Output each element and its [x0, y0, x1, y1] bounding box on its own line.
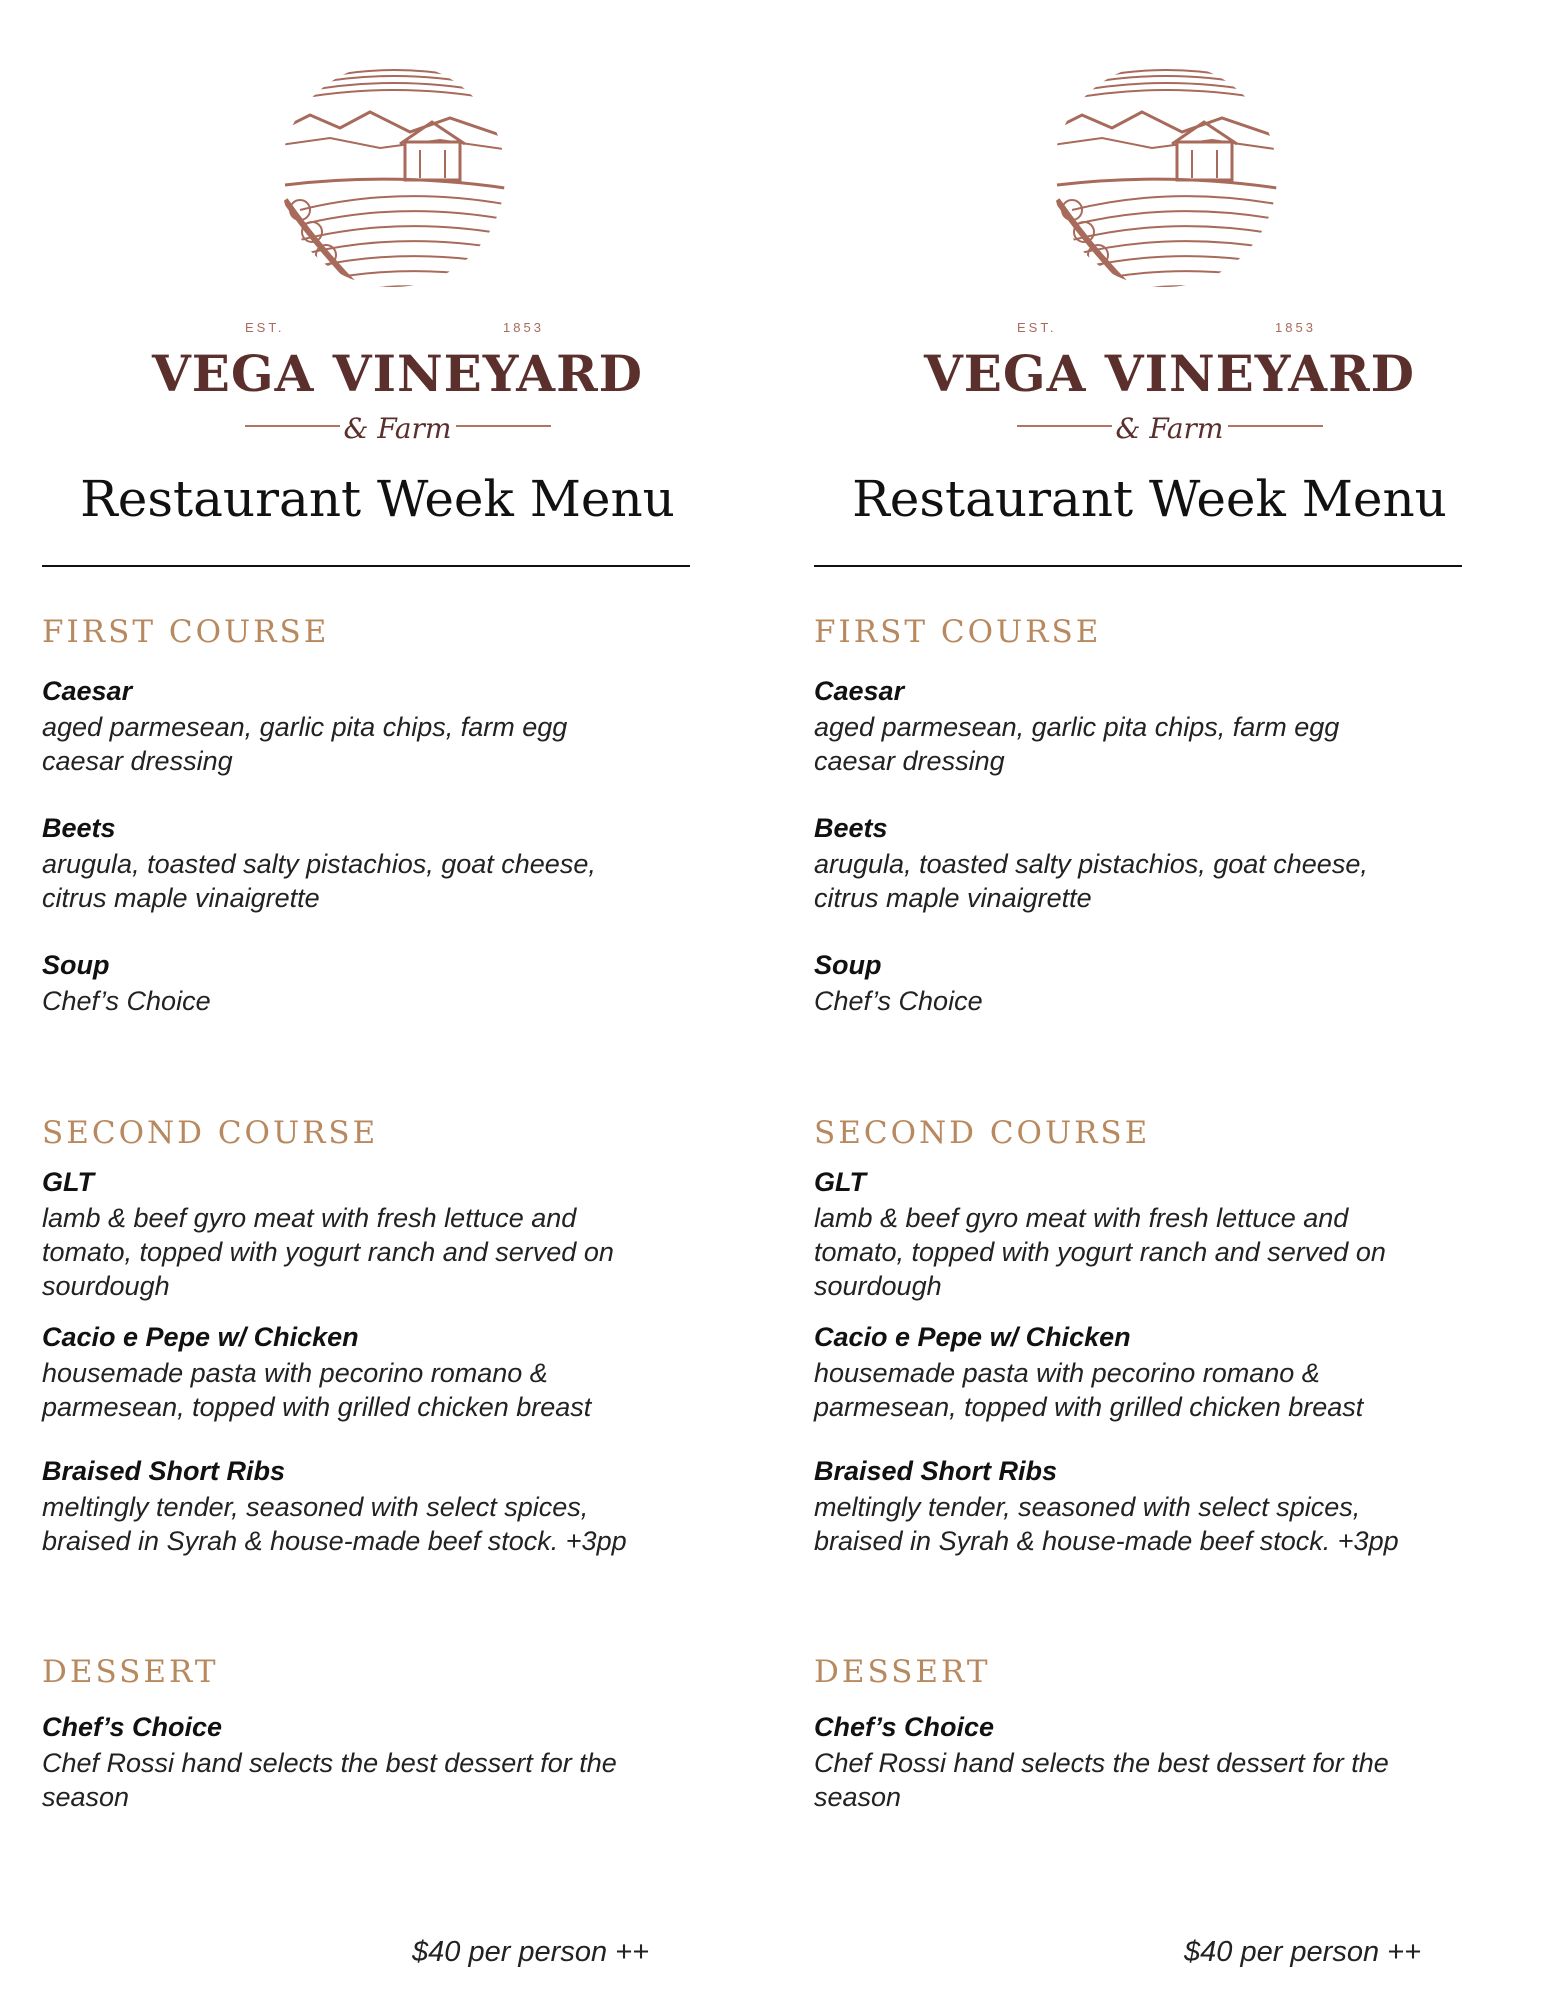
dish-description: arugula, toasted salty pistachios, goat cheese, citrus maple vinaigrette	[814, 849, 1368, 913]
vineyard-logo	[0, 60, 772, 445]
dish-name: Beets	[814, 813, 888, 843]
menu-card-left	[0, 0, 772, 2000]
dish-name: Chef’s Choice	[42, 1712, 223, 1742]
title-divider	[42, 565, 690, 567]
menu-card-right	[772, 0, 1545, 2000]
section-title-dessert: DESSERT	[42, 1654, 219, 1690]
dish-name: Beets	[42, 813, 116, 843]
brand-subtitle: & Farm	[343, 412, 452, 445]
dish-description: Chef’s Choice	[42, 986, 211, 1016]
dish-name: Soup	[42, 950, 110, 980]
section-title-second-course: SECOND COURSE	[42, 1115, 379, 1151]
section-title-first-course: FIRST COURSE	[42, 614, 330, 650]
menu-title: Restaurant Week Menu	[852, 470, 1447, 528]
dish-name: Caesar	[42, 676, 133, 706]
logo-divider-right	[1228, 425, 1323, 427]
dish-description: Chef’s Choice	[814, 986, 983, 1016]
dish-name: Cacio e Pepe w/ Chicken	[42, 1322, 359, 1352]
brand-name: VEGA VINEYARD	[151, 344, 643, 403]
dish-description: lamb & beef gyro meat with fresh lettuce and tomato, topped with yogurt ranch and served on sourdough	[814, 1203, 1386, 1301]
dish-description: Chef Rossi hand selects the best dessert for the season	[814, 1748, 1389, 1812]
dish-description: lamb & beef gyro meat with fresh lettuce and tomato, topped with yogurt ranch and served on sourdough	[42, 1203, 614, 1301]
dish-name: Soup	[814, 950, 882, 980]
dish-description: Chef Rossi hand selects the best dessert for the season	[42, 1748, 617, 1812]
brand-name: VEGA VINEYARD	[923, 344, 1415, 403]
dish-name: GLT	[42, 1167, 94, 1197]
dish-name: Cacio e Pepe w/ Chicken	[814, 1322, 1131, 1352]
section-title-dessert: DESSERT	[814, 1654, 991, 1690]
brand-subtitle: & Farm	[1115, 412, 1224, 445]
dish-description: aged parmesean, garlic pita chips, farm egg caesar dressing	[42, 712, 568, 776]
logo-est-year: 1853	[503, 320, 544, 335]
dish-name: GLT	[814, 1167, 866, 1197]
logo-est-label: EST.	[245, 320, 285, 335]
dish-description: housemade pasta with pecorino romano & parmesean, topped with grilled chicken breast	[814, 1358, 1364, 1422]
dish-name: Chef’s Choice	[814, 1712, 995, 1742]
dish-description: meltingly tender, seasoned with select spices, braised in Syrah & house-made beef stock. +3pp	[814, 1492, 1399, 1556]
logo-est-year: 1853	[1275, 320, 1316, 335]
section-title-second-course: SECOND COURSE	[814, 1115, 1151, 1151]
dish-description: aged parmesean, garlic pita chips, farm egg caesar dressing	[814, 712, 1340, 776]
logo-est-label: EST.	[1017, 320, 1057, 335]
title-divider	[814, 565, 1462, 567]
dish-name: Braised Short Ribs	[814, 1456, 1058, 1486]
section-title-first-course: FIRST COURSE	[814, 614, 1102, 650]
dish-description: meltingly tender, seasoned with select spices, braised in Syrah & house-made beef stock. +3pp	[42, 1492, 627, 1556]
menu-title: Restaurant Week Menu	[80, 470, 675, 528]
dish-name: Caesar	[814, 676, 905, 706]
vineyard-logo	[772, 60, 1544, 445]
price-per-person: $40 per person ++	[1184, 1936, 1422, 1968]
dish-description: arugula, toasted salty pistachios, goat cheese, citrus maple vinaigrette	[42, 849, 596, 913]
logo-divider-right	[456, 425, 551, 427]
price-per-person: $40 per person ++	[412, 1936, 650, 1968]
dish-name: Braised Short Ribs	[42, 1456, 286, 1486]
dish-description: housemade pasta with pecorino romano & parmesean, topped with grilled chicken breast	[42, 1358, 592, 1422]
